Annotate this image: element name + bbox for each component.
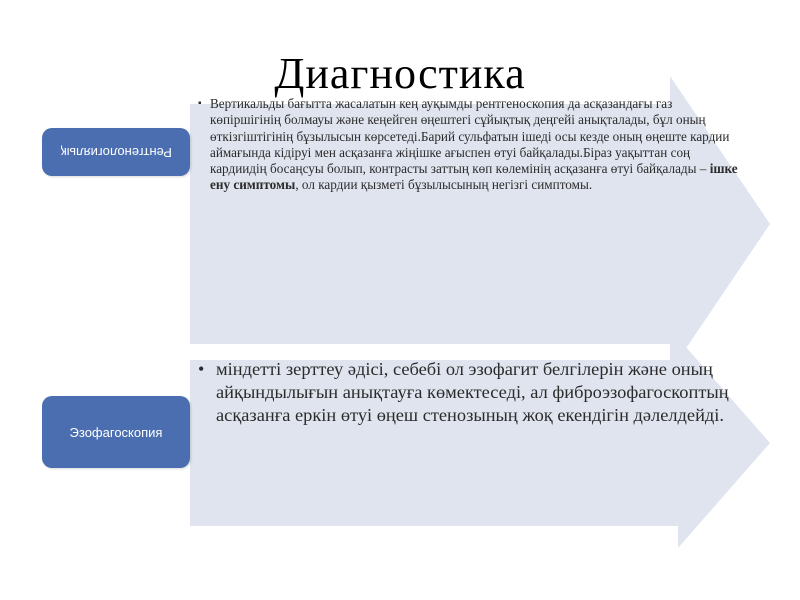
- section-1-content: [198, 96, 738, 194]
- slide-title: Диагностика: [274, 49, 526, 98]
- section-1-text-bold: ішке ену симптомы: [210, 161, 738, 193]
- label-ezofagoskopiya-text: Эзофагоскопия: [69, 424, 163, 440]
- section-1-bullet: [198, 96, 738, 194]
- section-2-content: [198, 358, 768, 427]
- label-rentgenologic: [42, 128, 190, 176]
- label-rentgenologic-text: Рентгенологиялық: [60, 144, 172, 160]
- section-2-bullet: • міндетті зерттеу әдісі, себебі ол эзофагит белгілерін және оның айқындылығын анықтауға көмектеседі, ал фиброэзофагоскоптың асқазанға еркін өтуі өңеш стенозының жоқ екендігін дәлелдейді.: [198, 358, 768, 427]
- label-ezofagoskopiya: [42, 396, 190, 468]
- section-1-text-b: , ол кардии қызметі бұзылысының негізгі симптомы.: [295, 177, 593, 193]
- section-1-text-a: Вертикальды бағытта жасалатын кең ауқымды рентгеноскопия да асқазандағы газ көпіршігінің болмауы және кеңейген өңештегі сұйықтық деңгейі анықталады, бұл оның өткізгіштігінің бұзылысын көрсетеді.Барий сульфатын ішеді осы кезде оның өңеште кардии аймағында кідіруі мен асқазанға жіңішке ағыспен өтуі байқалады.Біраз уақыттан соң кардиидің босаңсуы болып, контрасты заттың көп көлемінің асқазанға өтуі байқалады –: [210, 96, 730, 177]
